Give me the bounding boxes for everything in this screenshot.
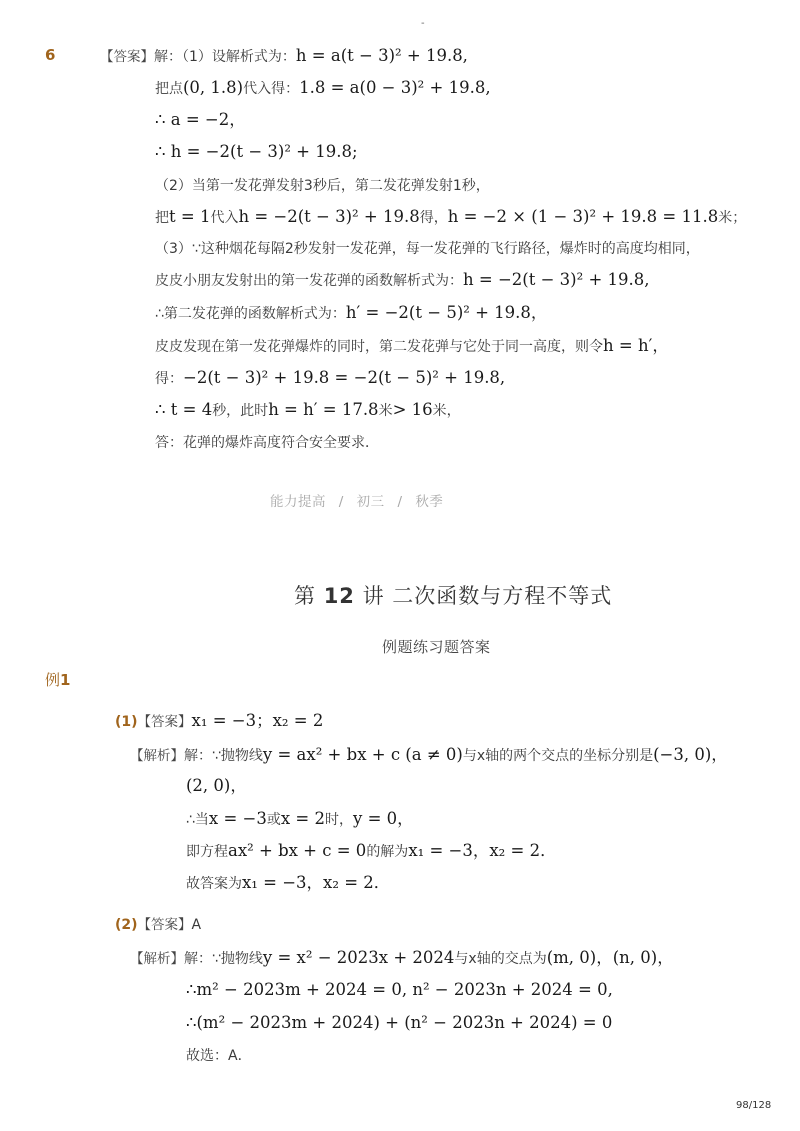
q6-line-5: （2）当第一发花弹发射3秒后，第二发花弹发射1秒， bbox=[155, 178, 490, 194]
q6-line-2-point: (0, 1.8) bbox=[183, 78, 244, 97]
part2-analysis-line-1 bbox=[130, 948, 674, 969]
part1-answer: x₁ = −3；x₂ = 2 bbox=[191, 711, 324, 730]
q6-line-11-text: 得： bbox=[155, 371, 183, 387]
q6-line-4: ∴ h = −2(t − 3)² + 19.8; bbox=[155, 142, 358, 161]
q6-line-9-math: h′ = −2(t − 5)² + 19.8， bbox=[345, 303, 548, 322]
part1-answer-line bbox=[115, 711, 323, 732]
part1-l3-a: ∴当 bbox=[186, 812, 209, 828]
breadcrumb-item-level: 能力提高 bbox=[270, 494, 326, 510]
q6-line-12-c: h = h′ = 17.8 bbox=[268, 400, 379, 419]
q6-line-11 bbox=[155, 368, 505, 389]
part1-l5-b: x₁ = −3，x₂ = 2． bbox=[242, 873, 391, 892]
part2-analysis-line-4: 故选：A． bbox=[186, 1048, 252, 1064]
q6-line-6 bbox=[155, 207, 746, 228]
part1-analysis-line-3 bbox=[186, 809, 414, 830]
part2-l1-b: y = x² − 2023x + 2024 bbox=[262, 948, 455, 967]
q6-line-8-math: h = −2(t − 3)² + 19.8, bbox=[463, 270, 650, 289]
breadcrumb-separator: / bbox=[338, 494, 344, 510]
part1-analysis-line-1 bbox=[130, 745, 728, 766]
part1-l4-d: x₁ = −3，x₂ = 2． bbox=[408, 841, 557, 860]
part1-l3-d: x = 2 bbox=[280, 809, 325, 828]
part1-number: (1) bbox=[115, 714, 138, 730]
part1-answer-tag: 【答案】 bbox=[137, 714, 192, 730]
breadcrumb bbox=[270, 490, 443, 510]
breadcrumb-item-season: 秋季 bbox=[415, 494, 444, 510]
part1-l5-a: 故答案为 bbox=[186, 876, 242, 892]
part2-analysis-line-2: ∴m² − 2023m + 2024 = 0, n² − 2023n + 2024 = 0, bbox=[186, 980, 613, 999]
part2-analysis-line-3: ∴(m² − 2023m + 2024) + (n² − 2023n + 2024) = 0 bbox=[186, 1013, 613, 1032]
q6-line-6-g: 米； bbox=[718, 210, 747, 226]
page-number: 98/128 bbox=[736, 1100, 772, 1111]
q6-line-12 bbox=[155, 400, 461, 421]
q6-line-6-e: 得， bbox=[419, 210, 448, 226]
part1-l3-f: y = 0， bbox=[353, 809, 414, 828]
lecture-subtitle: 例题练习题答案 bbox=[382, 638, 491, 656]
q6-line-9-text: ∴第二发花弹的函数解析式为： bbox=[155, 306, 346, 322]
breadcrumb-item-grade: 初三 bbox=[356, 494, 385, 510]
q6-line-6-c: 代入 bbox=[210, 210, 239, 226]
part2-number: (2) bbox=[115, 917, 138, 933]
q6-line-8 bbox=[155, 270, 650, 291]
part1-l1-d: (−3, 0)， bbox=[653, 745, 728, 764]
q6-line-6-a: 把 bbox=[155, 210, 169, 226]
q6-line-1-text: 解：（1）设解析式为： bbox=[154, 49, 296, 65]
q6-line-12-f: 米， bbox=[432, 403, 461, 419]
part1-l3-e: 时， bbox=[325, 812, 353, 828]
q6-line-12-a: ∴ t = 4 bbox=[155, 400, 213, 419]
part1-analysis-line-2: (2, 0)， bbox=[186, 776, 247, 795]
q6-line-10-text: 皮皮发现在第一发花弹爆炸的同时，第二发花弹与它处于同一高度，则令 bbox=[155, 339, 603, 355]
part1-analysis-line-4 bbox=[186, 841, 557, 862]
lecture-title-post: 讲 二次函数与方程不等式 bbox=[362, 584, 613, 608]
part1-l4-a: 即方程 bbox=[186, 844, 228, 860]
part1-l3-b: x = −3 bbox=[208, 809, 267, 828]
q6-line-6-f: h = −2 × (1 − 3)² + 19.8 = 11.8 bbox=[447, 207, 719, 226]
part1-l1-c: 与x轴的两个交点的坐标分别是 bbox=[462, 748, 654, 764]
part1-l1-b: y = ax² + bx + c (a ≠ 0) bbox=[262, 745, 463, 764]
q6-line-10 bbox=[155, 336, 669, 357]
part2-answer-line bbox=[115, 915, 201, 935]
lecture-title-number: 12 bbox=[323, 584, 355, 608]
part1-analysis-tag: 【解析】 bbox=[130, 748, 184, 764]
q6-line-2-text-a: 把点 bbox=[155, 81, 183, 97]
q6-line-13: 答：花弹的爆炸高度符合安全要求． bbox=[155, 435, 379, 451]
q6-line-1-math: h = a(t − 3)² + 19.8, bbox=[295, 46, 468, 65]
q6-line-2-math: 1.8 = a(0 − 3)² + 19.8, bbox=[299, 78, 491, 97]
q6-line-11-math: −2(t − 3)² + 19.8 = −2(t − 5)² + 19.8, bbox=[183, 368, 506, 387]
answer-tag: 【答案】 bbox=[100, 49, 154, 65]
q6-line-10-math: h = h′， bbox=[603, 336, 669, 355]
part2-answer-tag: 【答案】 bbox=[137, 917, 192, 933]
q6-line-1 bbox=[100, 46, 468, 67]
lecture-title bbox=[294, 580, 612, 610]
q6-line-6-d: h = −2(t − 3)² + 19.8 bbox=[238, 207, 420, 226]
part1-l3-c: 或 bbox=[266, 812, 281, 828]
q6-line-2 bbox=[155, 78, 491, 99]
example-label-number: 1 bbox=[60, 671, 71, 689]
header-mark: - bbox=[421, 18, 425, 29]
q6-line-3: ∴ a = −2， bbox=[155, 110, 246, 129]
q6-line-6-b: t = 1 bbox=[169, 207, 211, 226]
part2-analysis-tag: 【解析】 bbox=[130, 951, 184, 967]
q6-line-12-b: 秒，此时 bbox=[212, 403, 269, 419]
part1-l1-a: 解：∵抛物线 bbox=[184, 748, 263, 764]
part2-l1-d: (m, 0)，(n, 0)， bbox=[546, 948, 674, 967]
part1-l4-b: ax² + bx + c = 0 bbox=[228, 841, 367, 860]
question-number: 6 bbox=[45, 46, 56, 64]
q6-line-12-d: 米 bbox=[378, 403, 393, 419]
q6-line-9 bbox=[155, 303, 547, 324]
part2-answer: A bbox=[191, 917, 202, 933]
part2-l1-c: 与x轴的交点为 bbox=[454, 951, 547, 967]
part1-l4-c: 的解为 bbox=[366, 844, 409, 860]
lecture-title-pre: 第 bbox=[294, 584, 316, 608]
q6-line-8-text: 皮皮小朋友发射出的第一发花弹的函数解析式为： bbox=[155, 273, 463, 289]
q6-line-7: （3）∵这种烟花每隔2秒发射一发花弹，每一发花弹的飞行路径，爆炸时的高度均相同， bbox=[155, 241, 700, 257]
example-label-pre: 例 bbox=[45, 671, 61, 689]
q6-line-12-e: > 16 bbox=[392, 400, 433, 419]
q6-line-2-text-b: 代入得： bbox=[243, 81, 300, 97]
part2-l1-a: 解：∵抛物线 bbox=[184, 951, 263, 967]
part1-analysis-line-5 bbox=[186, 873, 390, 894]
breadcrumb-separator: / bbox=[397, 494, 403, 510]
example-label bbox=[45, 669, 70, 690]
